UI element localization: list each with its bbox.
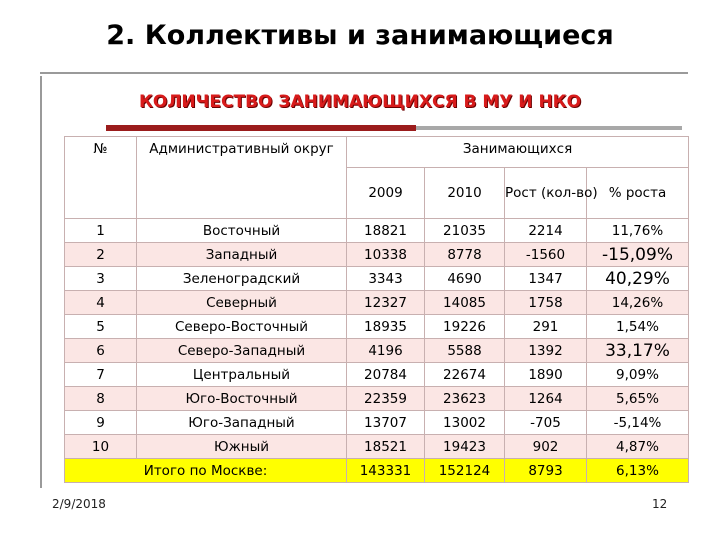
row-growth-pct: 40,29% [587,267,689,291]
row-2010: 8778 [425,243,505,267]
row-growth: 1890 [505,363,587,387]
table-row [65,387,689,411]
row-district: Северо-Восточный [137,315,347,339]
row-district: Юго-Восточный [137,387,347,411]
total-growth-pct: 6,13% [587,459,689,483]
row-2010: 22674 [425,363,505,387]
header-2010: 2010 [425,168,505,219]
row-growth-pct: 11,76% [587,219,689,243]
total-2009: 143331 [347,459,425,483]
row-2009: 3343 [347,267,425,291]
row-2009: 22359 [347,387,425,411]
header-number: № [65,137,137,219]
row-number: 6 [65,339,137,363]
row-district: Восточный [137,219,347,243]
row-district: Западный [137,243,347,267]
row-growth: -1560 [505,243,587,267]
table-row [65,267,689,291]
row-number: 7 [65,363,137,387]
row-growth: 1264 [505,387,587,411]
row-2010: 23623 [425,387,505,411]
header-district: Административный округ [137,137,347,219]
table-row [65,315,689,339]
row-2009: 20784 [347,363,425,387]
row-growth: 1392 [505,339,587,363]
row-district: Южный [137,435,347,459]
row-district: Северный [137,291,347,315]
header-participants: Занимающихся [347,137,689,168]
footer-date: 2/9/2018 [52,497,106,511]
row-2010: 13002 [425,411,505,435]
footer-page-number: 12 [652,497,668,511]
table-subtitle: КОЛИЧЕСТВО ЗАНИМАЮЩИХСЯ В МУ И НКО [138,92,582,112]
title-underline [40,72,688,74]
row-district: Зеленоградский [137,267,347,291]
row-number: 3 [65,267,137,291]
slide-title: 2. Коллективы и занимающиеся [106,20,614,51]
row-district: Северо-Западный [137,339,347,363]
table-row [65,411,689,435]
row-number: 2 [65,243,137,267]
row-2009: 12327 [347,291,425,315]
row-growth-pct: 1,54% [587,315,689,339]
participants-table [64,136,689,483]
row-number: 1 [65,219,137,243]
table-row [65,291,689,315]
row-growth: 1758 [505,291,587,315]
row-2009: 18521 [347,435,425,459]
row-number: 10 [65,435,137,459]
table-row [65,435,689,459]
row-growth: 291 [505,315,587,339]
header-growth: Рост (кол-во) [505,168,587,219]
header-2009: 2009 [347,168,425,219]
row-2009: 4196 [347,339,425,363]
row-2010: 21035 [425,219,505,243]
row-2010: 14085 [425,291,505,315]
table-row [65,243,689,267]
subtitle-rule-red [106,125,416,131]
row-2010: 19226 [425,315,505,339]
row-2009: 18935 [347,315,425,339]
table-row [65,339,689,363]
total-label: Итого по Москве: [65,459,347,483]
row-growth-pct: 9,09% [587,363,689,387]
row-growth-pct: -15,09% [587,243,689,267]
row-growth-pct: 33,17% [587,339,689,363]
row-district: Юго-Западный [137,411,347,435]
total-row [65,459,689,483]
row-2009: 10338 [347,243,425,267]
row-growth-pct: 5,65% [587,387,689,411]
row-growth: -705 [505,411,587,435]
header-growth-pct: % роста [587,168,689,219]
row-number: 9 [65,411,137,435]
row-number: 4 [65,291,137,315]
row-growth-pct: 4,87% [587,435,689,459]
row-growth-pct: 14,26% [587,291,689,315]
row-2009: 13707 [347,411,425,435]
row-growth: 902 [505,435,587,459]
row-2010: 4690 [425,267,505,291]
left-border-line [40,76,42,488]
row-growth-pct: -5,14% [587,411,689,435]
row-2010: 5588 [425,339,505,363]
total-2010: 152124 [425,459,505,483]
row-2009: 18821 [347,219,425,243]
table-row [65,219,689,243]
row-district: Центральный [137,363,347,387]
row-growth: 2214 [505,219,587,243]
subtitle-rule-gray [416,126,682,130]
table-row [65,363,689,387]
row-2010: 19423 [425,435,505,459]
row-number: 5 [65,315,137,339]
row-number: 8 [65,387,137,411]
row-growth: 1347 [505,267,587,291]
total-growth: 8793 [505,459,587,483]
